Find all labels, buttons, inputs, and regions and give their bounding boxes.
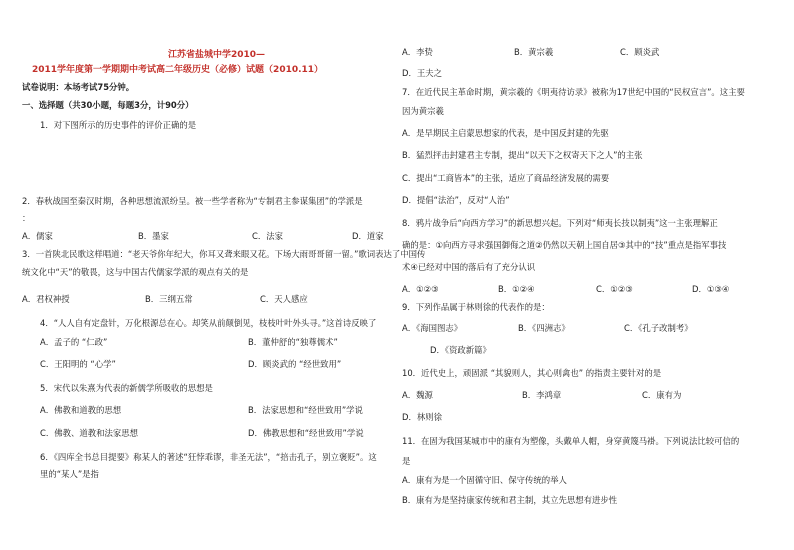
q3-option-c: C．天人感应 (260, 294, 308, 304)
q5-option-d: D．佛教思想和“经世致用”学说 (248, 428, 364, 438)
q9-option-c: C．《孔子改制考》 (624, 323, 693, 333)
q2-option-b: B．墨家 (138, 231, 169, 241)
q11-option-a: A．康有为是一个固循守旧、保守传统的举人 (402, 475, 567, 485)
question-7-line2: 因为黄宗羲 (402, 106, 444, 116)
q10-option-a: A．魏源 (402, 390, 433, 400)
question-10: 10．近代史上，顽固派 “其貌则人，其心则禽也” 的指责主要针对的是 (402, 368, 662, 378)
question-6-line1: 6．《四库全书总目提要》称某人的著述“狂悖乖谬，非圣无法”，“掊击孔子，别立褒贬”。这 (40, 452, 377, 462)
q4-option-a: A．孟子的 “仁政” (40, 337, 108, 347)
q2-option-c: C．法家 (252, 231, 283, 241)
q6-option-d: D．王夫之 (402, 68, 442, 78)
q10-option-c: C．康有为 (642, 390, 682, 400)
q3-option-a: A．君权神授 (22, 294, 70, 304)
q6-option-a: A．李贽 (402, 47, 433, 57)
q11-option-b: B．康有为是坚持康家传统和君主制，其立先思想有进步性 (402, 495, 618, 505)
q8-option-d: D．①③④ (692, 284, 730, 294)
question-8-line3: 术④已经对中国的落后有了充分认识 (402, 262, 536, 272)
question-8-line1: 8．鸦片战争后“向西方学习”的新思想兴起。下列对“师夷长技以制夷”这一主张理解正 (402, 218, 718, 228)
q6-option-c: C．顾炎武 (620, 47, 660, 57)
question-5: 5．宋代以朱熹为代表的新儒学所吸收的思想是 (40, 383, 213, 393)
q7-option-b: B．猛烈抨击封建君主专制，提出“以天下之权寄天下之人”的主张 (402, 150, 643, 160)
q7-option-c: C．提出“工商皆本”的主张，适应了商品经济发展的需要 (402, 173, 610, 183)
q10-option-b: B．李鸿章 (522, 390, 562, 400)
q8-option-c: C．①②③ (596, 284, 633, 294)
q5-option-c: C．佛教、道教和法家思想 (40, 428, 138, 438)
question-4: 4．“人人自有定盘针，万化根源总在心。却笑从前颠倒见，枝枝叶叶外头寻。”这首诗反映了 (40, 318, 377, 328)
question-8-line2: 确的是：①向西方寻求强国御侮之道②仍然以天朝上国自居③其中的“技”重点是指军事技 (402, 240, 727, 250)
question-2: 2．春秋战国至秦汉时期，各种思想流派纷呈。被一些学者称为“专制君主参谋集团”的学派是 (22, 196, 363, 206)
exam-title-line2: 2011学年度第一学期期中考试高二年级历史（必修）试题（2010.11） (32, 65, 324, 75)
q4-option-d: D．顾炎武的 “经世致用” (248, 359, 342, 369)
exam-title-line1: 江苏省盐城中学2010— (168, 50, 266, 60)
q6-option-b: B．黄宗羲 (514, 47, 554, 57)
question-3-line2: 统文化中“天”的敬畏，这与中国古代儒家学派的观点有关的是 (22, 267, 249, 277)
q8-option-a: A．①②③ (402, 284, 439, 294)
q2-option-d: D．道家 (352, 231, 384, 241)
q7-option-a: A．是早期民主启蒙思想家的代表，是中国反封建的先驱 (402, 128, 609, 138)
question-3-line1: 3．一首陕北民歌这样唱道：“老天爷你年纪大，你耳又聋来眼又花。下场大雨哥哥留一留。”歌词表达了中国传 (22, 249, 426, 259)
q8-option-b: B．①②④ (498, 284, 535, 294)
question-2-tail: ： (22, 213, 31, 223)
q2-option-a: A．儒家 (22, 231, 53, 241)
q5-option-b: B．法家思想和“经世致用”学说 (248, 405, 363, 415)
q9-option-a: A．《海国图志》 (402, 323, 463, 333)
question-9: 9．下列作品属于林则徐的代表作的是： (402, 302, 550, 312)
q10-option-d: D．林则徐 (402, 412, 442, 422)
q4-option-b: B．董仲舒的“独尊儒术” (248, 337, 338, 347)
question-7-line1: 7．在近代民主革命时期，黄宗羲的《明夷待访录》被称为17世纪中国的“民权宣言”。这主要 (402, 87, 745, 97)
question-11-line1: 11．在固为我国某城市中的康有为塑像，头戴单人帽，身穿黄篾马褂。下列说法比较可信的 (402, 436, 740, 446)
q7-option-d: D．提倡“法治”，反对“人治” (402, 195, 510, 205)
q5-option-a: A．佛教和道教的思想 (40, 405, 122, 415)
section-heading: 一、选择题（共30小题，每题3分，计90分） (22, 100, 194, 110)
q9-option-b: B．《四洲志》 (518, 323, 570, 333)
exam-note: 试卷说明：本场考试75分钟。 (22, 82, 135, 92)
question-11-line2: 是 (402, 456, 411, 466)
question-1: 1．对下图所示的历史事件的评价正确的是 (40, 120, 197, 130)
q9-option-d: D．《资政新篇》 (430, 345, 491, 355)
q3-option-b: B．三纲五常 (145, 294, 193, 304)
question-6-line2: 里的“某人”是指 (40, 469, 99, 479)
q4-option-c: C．王阳明的 “心学” (40, 359, 116, 369)
